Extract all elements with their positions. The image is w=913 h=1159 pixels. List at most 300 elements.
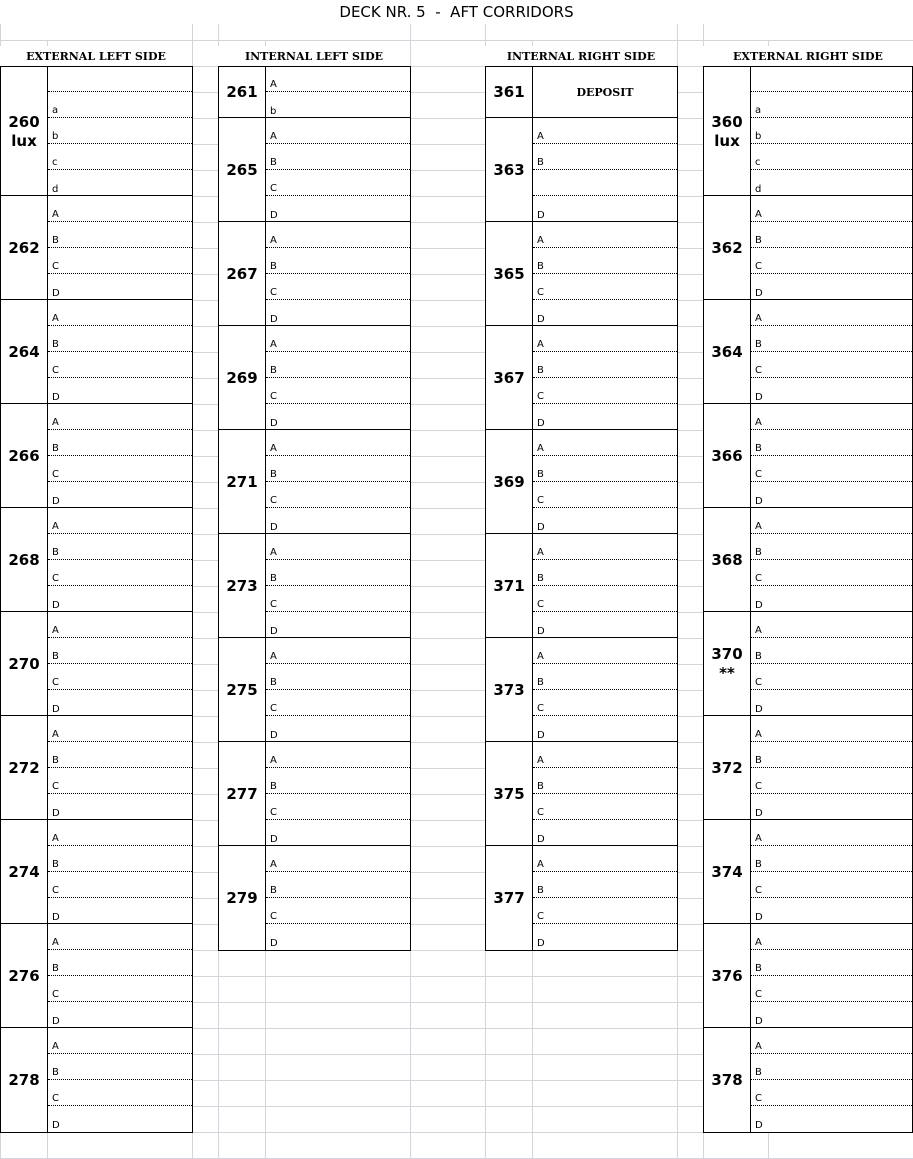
bed-slot[interactable] <box>266 742 410 768</box>
bed-slot[interactable] <box>751 1106 912 1132</box>
bed-slot[interactable] <box>48 248 192 274</box>
cabin-block <box>703 507 913 613</box>
cabin-number: 378 <box>704 1028 751 1132</box>
bed-slot[interactable] <box>533 430 677 456</box>
bed-letter: C <box>52 677 59 688</box>
bed-slot[interactable] <box>48 222 192 248</box>
bed-letter: A <box>52 417 59 428</box>
bed-slot[interactable] <box>533 794 677 820</box>
bed-letter: A <box>270 547 277 558</box>
bed-slot[interactable] <box>751 794 912 820</box>
bed-slot[interactable] <box>533 378 677 404</box>
bed-slot[interactable] <box>751 716 912 742</box>
bed-slot[interactable] <box>266 586 410 612</box>
bed-slot[interactable] <box>48 872 192 898</box>
bed-slot[interactable] <box>266 638 410 664</box>
bed-slot[interactable] <box>266 846 410 872</box>
bed-slot[interactable] <box>266 248 410 274</box>
bed-slot[interactable] <box>48 144 192 170</box>
bed-slot[interactable] <box>48 612 192 638</box>
bed-slot[interactable] <box>48 586 192 612</box>
bed-slot[interactable] <box>751 66 912 92</box>
cabin-number: 267 <box>219 222 266 326</box>
bed-letter: C <box>52 469 59 480</box>
cabin-block <box>218 66 411 119</box>
bed-slot[interactable] <box>751 326 912 352</box>
bed-slot[interactable] <box>751 300 912 326</box>
cabin-number: 376 <box>704 924 751 1028</box>
cabin-block <box>0 1027 193 1133</box>
bed-letter: B <box>537 885 544 896</box>
bed-slot[interactable] <box>266 196 410 222</box>
bed-slot[interactable] <box>751 976 912 1002</box>
bed-slot[interactable] <box>533 222 677 248</box>
bed-slot[interactable] <box>266 872 410 898</box>
page-title: DECK NR. 5 - AFT CORRIDORS <box>0 0 913 24</box>
bed-slot[interactable] <box>48 716 192 742</box>
bed-slot[interactable] <box>48 1002 192 1028</box>
cabin-block <box>485 429 678 535</box>
bed-letter: C <box>537 599 544 610</box>
bed-slot[interactable] <box>533 456 677 482</box>
bed-slot[interactable] <box>48 820 192 846</box>
bed-slot[interactable] <box>533 508 677 534</box>
bed-letter: C <box>270 703 277 714</box>
cabin-block <box>703 715 913 821</box>
bed-slot[interactable] <box>533 560 677 586</box>
column-header-internal-right: INTERNAL RIGHT SIDE <box>485 46 677 66</box>
bed-slot[interactable] <box>266 404 410 430</box>
bed-letter: b <box>755 131 762 142</box>
bed-slot[interactable] <box>266 170 410 196</box>
bed-letter: A <box>270 79 277 90</box>
bed-letter: A <box>537 651 544 662</box>
bed-slot[interactable] <box>533 300 677 326</box>
bed-slot[interactable] <box>48 66 192 92</box>
bed-letter: A <box>270 339 277 350</box>
bed-slot[interactable] <box>751 248 912 274</box>
bed-letter: C <box>537 391 544 402</box>
bed-slot[interactable] <box>266 768 410 794</box>
bed-slot[interactable] <box>48 378 192 404</box>
bed-letter: B <box>270 261 277 272</box>
bed-letter: D <box>537 314 545 325</box>
bed-slot[interactable] <box>48 794 192 820</box>
bed-slot[interactable] <box>48 456 192 482</box>
bed-slot[interactable] <box>751 144 912 170</box>
bed-slot[interactable] <box>266 794 410 820</box>
bed-letter: B <box>755 547 762 558</box>
cabin-number: 277 <box>219 742 266 846</box>
bed-slot[interactable] <box>266 612 410 638</box>
bed-letter: C <box>537 287 544 298</box>
bed-slot[interactable] <box>751 456 912 482</box>
bed-slot[interactable] <box>266 456 410 482</box>
bed-slot[interactable] <box>751 196 912 222</box>
bed-letter: D <box>755 288 763 299</box>
bed-letter: C <box>755 885 762 896</box>
bed-letter: D <box>52 496 60 507</box>
cabin-block <box>703 819 913 925</box>
bed-slot[interactable] <box>533 820 677 846</box>
cabin-number: 262 <box>1 196 48 300</box>
bed-slot[interactable] <box>48 430 192 456</box>
bed-slot[interactable] <box>48 196 192 222</box>
bed-slot[interactable] <box>751 404 912 430</box>
bed-slot[interactable] <box>533 248 677 274</box>
bed-slot[interactable] <box>533 612 677 638</box>
bed-slot[interactable] <box>751 118 912 144</box>
cabin-number: 368 <box>704 508 751 612</box>
bed-letter: B <box>537 157 544 168</box>
bed-letter: D <box>537 626 545 637</box>
bed-letter: B <box>52 651 59 662</box>
cabin-number: 370 ** <box>704 612 751 716</box>
bed-letter: D <box>52 912 60 923</box>
bed-slot[interactable] <box>533 638 677 664</box>
bed-slot[interactable] <box>751 638 912 664</box>
bed-slot[interactable] <box>266 352 410 378</box>
bed-letter: A <box>537 235 544 246</box>
bed-slot[interactable] <box>266 300 410 326</box>
cabin-number: 373 <box>486 638 533 742</box>
bed-slot[interactable] <box>266 274 410 300</box>
bed-letter: B <box>537 469 544 480</box>
bed-letter: B <box>270 365 277 376</box>
bed-slot[interactable] <box>533 872 677 898</box>
bed-slot[interactable] <box>751 508 912 534</box>
bed-letter: D <box>270 522 278 533</box>
bed-slot[interactable] <box>48 690 192 716</box>
bed-letter: B <box>755 1067 762 1078</box>
cabin-block <box>485 117 678 223</box>
cabin-block <box>0 299 193 405</box>
bed-letter: A <box>52 1041 59 1052</box>
bed-letter: D <box>755 1016 763 1027</box>
bed-slot[interactable] <box>533 586 677 612</box>
cabin-block <box>0 715 193 821</box>
bed-slot[interactable] <box>751 1080 912 1106</box>
bed-letter: A <box>52 729 59 740</box>
bed-slot[interactable] <box>266 690 410 716</box>
bed-letter: C <box>52 989 59 1000</box>
cabin-number: 372 <box>704 716 751 820</box>
bed-slot[interactable] <box>48 1028 192 1054</box>
bed-slot[interactable] <box>751 1002 912 1028</box>
bed-letter: D <box>537 938 545 949</box>
bed-letter: B <box>537 261 544 272</box>
bed-slot[interactable] <box>533 196 677 222</box>
bed-slot[interactable] <box>533 534 677 560</box>
bed-slot[interactable] <box>533 690 677 716</box>
bed-letter: A <box>755 937 762 948</box>
bed-letter: D <box>52 288 60 299</box>
cabin-block <box>485 325 678 431</box>
bed-slot[interactable] <box>751 898 912 924</box>
cabin-block <box>218 741 411 847</box>
cabin-block <box>485 533 678 639</box>
bed-letter: A <box>755 1041 762 1052</box>
bed-slot[interactable] <box>266 118 410 144</box>
bed-slot[interactable] <box>48 1054 192 1080</box>
bed-slot[interactable] <box>48 768 192 794</box>
cabin-block <box>703 1027 913 1133</box>
cabin-number: 363 <box>486 118 533 222</box>
bed-letter: D <box>755 392 763 403</box>
cabin-label: DEPOSIT <box>576 86 634 99</box>
bed-slot[interactable] <box>751 690 912 716</box>
bed-slot[interactable] <box>751 170 912 196</box>
bed-slot[interactable] <box>533 664 677 690</box>
bed-slot[interactable] <box>48 118 192 144</box>
bed-slot[interactable] <box>266 898 410 924</box>
bed-letter: C <box>270 807 277 818</box>
bed-slot[interactable] <box>48 482 192 508</box>
cabin-number: 371 <box>486 534 533 638</box>
bed-letter: A <box>52 209 59 220</box>
cabin-number: 375 <box>486 742 533 846</box>
bed-letter: A <box>755 729 762 740</box>
cabin-number: 367 <box>486 326 533 430</box>
cabin-block <box>703 299 913 405</box>
bed-slot[interactable] <box>48 300 192 326</box>
bed-slot[interactable] <box>48 1080 192 1106</box>
bed-slot[interactable] <box>751 378 912 404</box>
cabin-block <box>218 637 411 743</box>
bed-slot[interactable] <box>533 898 677 924</box>
cabin-block <box>0 403 193 509</box>
bed-letter: D <box>537 730 545 741</box>
bed-letter: B <box>755 963 762 974</box>
bed-letter: C <box>755 1093 762 1104</box>
bed-letter: D <box>52 1120 60 1131</box>
bed-slot[interactable] <box>48 534 192 560</box>
cabin-number: 269 <box>219 326 266 430</box>
cabin-number: 374 <box>704 820 751 924</box>
cabin-number: 265 <box>219 118 266 222</box>
bed-slot[interactable] <box>48 92 192 118</box>
bed-letter: D <box>270 210 278 221</box>
bed-letter: B <box>270 157 277 168</box>
bed-slot[interactable] <box>266 664 410 690</box>
bed-letter: B <box>270 885 277 896</box>
bed-slot[interactable] <box>751 586 912 612</box>
bed-slot[interactable] <box>266 66 410 92</box>
cabin-block <box>703 195 913 301</box>
bed-letter: C <box>755 989 762 1000</box>
cabin-number: 279 <box>219 846 266 950</box>
bed-slot[interactable] <box>751 924 912 950</box>
bed-slot[interactable] <box>533 170 677 196</box>
bed-slot[interactable] <box>533 352 677 378</box>
bed-slot[interactable] <box>751 768 912 794</box>
bed-slot[interactable] <box>48 950 192 976</box>
cabin-number: 362 <box>704 196 751 300</box>
bed-slot[interactable] <box>48 976 192 1002</box>
bed-letter: D <box>270 626 278 637</box>
bed-slot[interactable] <box>751 950 912 976</box>
bed-slot[interactable] <box>751 742 912 768</box>
bed-letter: A <box>52 521 59 532</box>
bed-slot[interactable] <box>266 924 410 950</box>
cabin-block <box>218 429 411 535</box>
bed-slot[interactable] <box>751 846 912 872</box>
bed-letter: A <box>270 443 277 454</box>
cabin-number: 272 <box>1 716 48 820</box>
bed-letter: C <box>52 261 59 272</box>
bed-letter: C <box>52 573 59 584</box>
bed-slot[interactable] <box>533 742 677 768</box>
bed-slot[interactable] <box>266 326 410 352</box>
bed-slot[interactable] <box>533 768 677 794</box>
bed-slot[interactable] <box>48 1106 192 1132</box>
bed-slot[interactable] <box>48 352 192 378</box>
bed-slot[interactable] <box>48 170 192 196</box>
cabin-number: 273 <box>219 534 266 638</box>
bed-slot[interactable] <box>533 846 677 872</box>
bed-slot[interactable] <box>751 534 912 560</box>
bed-slot[interactable] <box>751 1054 912 1080</box>
bed-letter: C <box>270 287 277 298</box>
bed-letter: D <box>755 704 763 715</box>
bed-slot[interactable] <box>751 560 912 586</box>
cabin-number: 364 <box>704 300 751 404</box>
bed-letter: B <box>270 781 277 792</box>
bed-letter: C <box>270 599 277 610</box>
bed-letter: A <box>755 209 762 220</box>
bed-slot[interactable] <box>48 508 192 534</box>
bed-letter: D <box>270 418 278 429</box>
bed-letter: A <box>755 313 762 324</box>
bed-letter: b <box>270 106 277 117</box>
bed-letter: D <box>755 496 763 507</box>
bed-slot[interactable] <box>266 508 410 534</box>
bed-slot[interactable] <box>751 352 912 378</box>
bed-letter: A <box>270 235 277 246</box>
bed-letter: B <box>270 573 277 584</box>
bed-slot[interactable] <box>751 482 912 508</box>
cabin-number: 275 <box>219 638 266 742</box>
bed-letter: C <box>755 781 762 792</box>
cabin-block <box>703 923 913 1029</box>
cabin-number: 276 <box>1 924 48 1028</box>
cabin-number: 271 <box>219 430 266 534</box>
bed-slot[interactable] <box>48 326 192 352</box>
bed-letter: D <box>755 600 763 611</box>
bed-letter: B <box>755 755 762 766</box>
bed-slot[interactable] <box>751 612 912 638</box>
bed-slot[interactable] <box>751 872 912 898</box>
bed-slot[interactable] <box>48 664 192 690</box>
bed-slot[interactable] <box>48 924 192 950</box>
bed-letter: C <box>52 365 59 376</box>
bed-letter: A <box>270 859 277 870</box>
bed-slot[interactable] <box>266 534 410 560</box>
bed-slot[interactable] <box>266 430 410 456</box>
bed-letter: B <box>537 781 544 792</box>
bed-letter: D <box>537 834 545 845</box>
bed-letter: C <box>755 365 762 376</box>
bed-slot[interactable] <box>533 326 677 352</box>
bed-letter: A <box>537 443 544 454</box>
bed-letter: B <box>270 469 277 480</box>
bed-slot[interactable] <box>751 664 912 690</box>
cabin-block <box>485 845 678 951</box>
bed-letter: C <box>52 885 59 896</box>
bed-letter: a <box>755 105 762 116</box>
bed-letter: D <box>52 808 60 819</box>
bed-slot[interactable] <box>48 274 192 300</box>
column-header-external-right: EXTERNAL RIGHT SIDE <box>703 46 913 66</box>
bed-slot[interactable] <box>266 222 410 248</box>
cabin-block <box>218 117 411 223</box>
cabin-block <box>0 195 193 301</box>
cabin-number: 266 <box>1 404 48 508</box>
bed-slot[interactable] <box>751 430 912 456</box>
bed-slot[interactable] <box>48 638 192 664</box>
bed-letter: A <box>52 313 59 324</box>
bed-letter: c <box>755 157 761 168</box>
cabin-block <box>485 741 678 847</box>
cabin-block <box>703 66 913 197</box>
bed-slot[interactable] <box>533 404 677 430</box>
bed-slot[interactable] <box>266 92 410 118</box>
bed-letter: D <box>52 1016 60 1027</box>
bed-letter: A <box>270 651 277 662</box>
bed-letter: C <box>755 573 762 584</box>
cabin-number: 377 <box>486 846 533 950</box>
bed-slot[interactable] <box>266 378 410 404</box>
bed-letter: d <box>52 184 59 195</box>
bed-slot[interactable] <box>266 482 410 508</box>
bed-slot[interactable] <box>48 404 192 430</box>
bed-slot[interactable] <box>533 144 677 170</box>
bed-slot[interactable] <box>48 560 192 586</box>
bed-slot[interactable] <box>533 482 677 508</box>
bed-slot[interactable] <box>533 118 677 144</box>
bed-letter: D <box>755 1120 763 1131</box>
bed-letter: A <box>537 755 544 766</box>
bed-letter: C <box>52 781 59 792</box>
bed-slot[interactable] <box>751 1028 912 1054</box>
bed-slot[interactable] <box>266 560 410 586</box>
bed-slot[interactable] <box>533 716 677 742</box>
bed-letter: A <box>270 755 277 766</box>
bed-slot[interactable] <box>266 144 410 170</box>
bed-letter: A <box>52 625 59 636</box>
bed-letter: D <box>537 418 545 429</box>
bed-slot[interactable] <box>266 820 410 846</box>
bed-slot[interactable] <box>266 716 410 742</box>
cabin-block <box>0 819 193 925</box>
bed-letter: A <box>537 547 544 558</box>
bed-letter: A <box>537 859 544 870</box>
bed-slot[interactable] <box>48 742 192 768</box>
bed-slot[interactable] <box>751 92 912 118</box>
bed-slot[interactable] <box>48 898 192 924</box>
bed-letter: D <box>755 912 763 923</box>
bed-slot[interactable] <box>751 222 912 248</box>
bed-slot[interactable] <box>48 846 192 872</box>
bed-slot[interactable] <box>533 274 677 300</box>
cabin-number: 270 <box>1 612 48 716</box>
cabin-number: 366 <box>704 404 751 508</box>
bed-slot[interactable] <box>751 274 912 300</box>
bed-letter: C <box>755 469 762 480</box>
bed-slot[interactable] <box>533 924 677 950</box>
bed-letter: A <box>52 833 59 844</box>
bed-slot[interactable] <box>751 820 912 846</box>
